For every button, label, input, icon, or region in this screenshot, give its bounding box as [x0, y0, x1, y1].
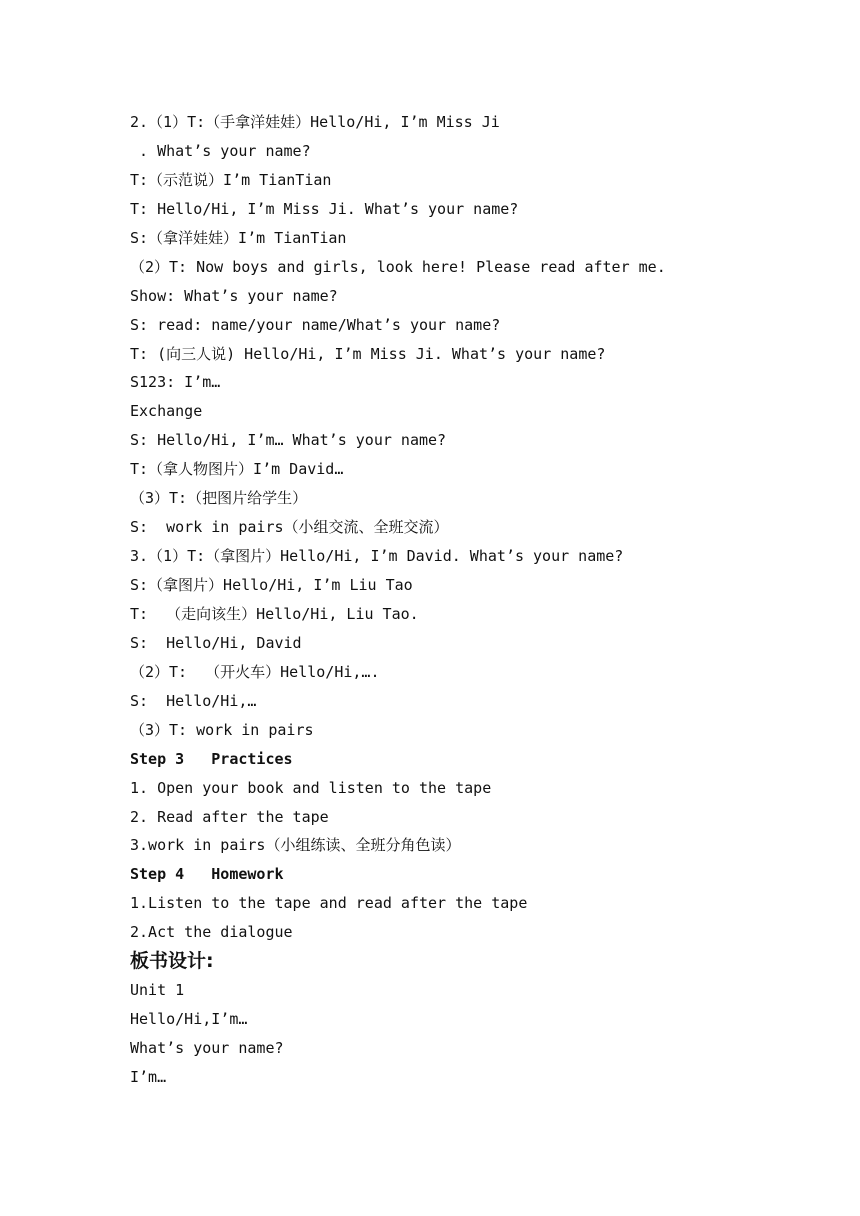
text-line: S: work in pairs（小组交流、全班交流）	[130, 518, 449, 537]
text-line: 1.Listen to the tape and read after the tape	[130, 894, 528, 913]
text-line: Hello/Hi,I’m…	[130, 1010, 248, 1029]
text-line: 2.（1）T:（手拿洋娃娃）Hello/Hi, I’m Miss Ji	[130, 113, 500, 131]
text-line: Show: What’s your name?	[130, 286, 338, 305]
text-line: S123: I’m…	[130, 373, 221, 392]
text-line: 3.（1）T:（拿图片）Hello/Hi, I’m David. What’s your name?	[130, 547, 624, 566]
text-line: S:（拿洋娃娃）I’m TianTian	[130, 228, 347, 247]
text-line: I’m…	[130, 1068, 167, 1086]
text-line: T: Hello/Hi, I’m Miss Ji. What’s your name?	[130, 199, 519, 218]
text-line: T:（示范说）I’m TianTian	[130, 170, 332, 189]
text-line: 3.work in pairs（小组练读、全班分角色读）	[130, 836, 461, 855]
text-line: 1. Open your book and listen to the tape	[130, 778, 492, 797]
text-line: S: Hello/Hi, David	[130, 633, 302, 652]
text-line: S: Hello/Hi,…	[130, 691, 257, 710]
text-line: T:（拿人物图片）I’m David…	[130, 460, 344, 479]
step-heading: Step 4 Homework	[130, 865, 284, 884]
text-line: （2）T: （开火车）Hello/Hi,….	[130, 662, 380, 681]
step-heading: Step 3 Practices	[130, 749, 293, 768]
text-line: S: read: name/your name/What’s your name?	[130, 315, 501, 334]
text-line: T: （走向该生）Hello/Hi, Liu Tao.	[130, 604, 419, 623]
document-body	[130, 108, 770, 1092]
text-line: 2. Read after the tape	[130, 807, 329, 826]
text-line: （3）T: work in pairs	[130, 720, 314, 739]
text-line: 2.Act the dialogue	[130, 923, 293, 942]
text-line: Exchange	[130, 402, 203, 421]
text-line: . What’s your name?	[130, 141, 311, 160]
text-line: What’s your name?	[130, 1039, 284, 1058]
text-line: （2）T: Now boys and girls, look here! Please read after me.	[130, 257, 666, 276]
text-line: S:（拿图片）Hello/Hi, I’m Liu Tao	[130, 576, 413, 594]
text-line: （3）T:（把图片给学生）	[130, 489, 308, 508]
section-heading: 板书设计:	[130, 950, 214, 973]
text-line: T: (向三人说) Hello/Hi, I’m Miss Ji. What’s your name?	[130, 344, 606, 363]
text-line: S: Hello/Hi, I’m… What’s your name?	[130, 431, 447, 450]
text-line: Unit 1	[130, 981, 185, 1000]
